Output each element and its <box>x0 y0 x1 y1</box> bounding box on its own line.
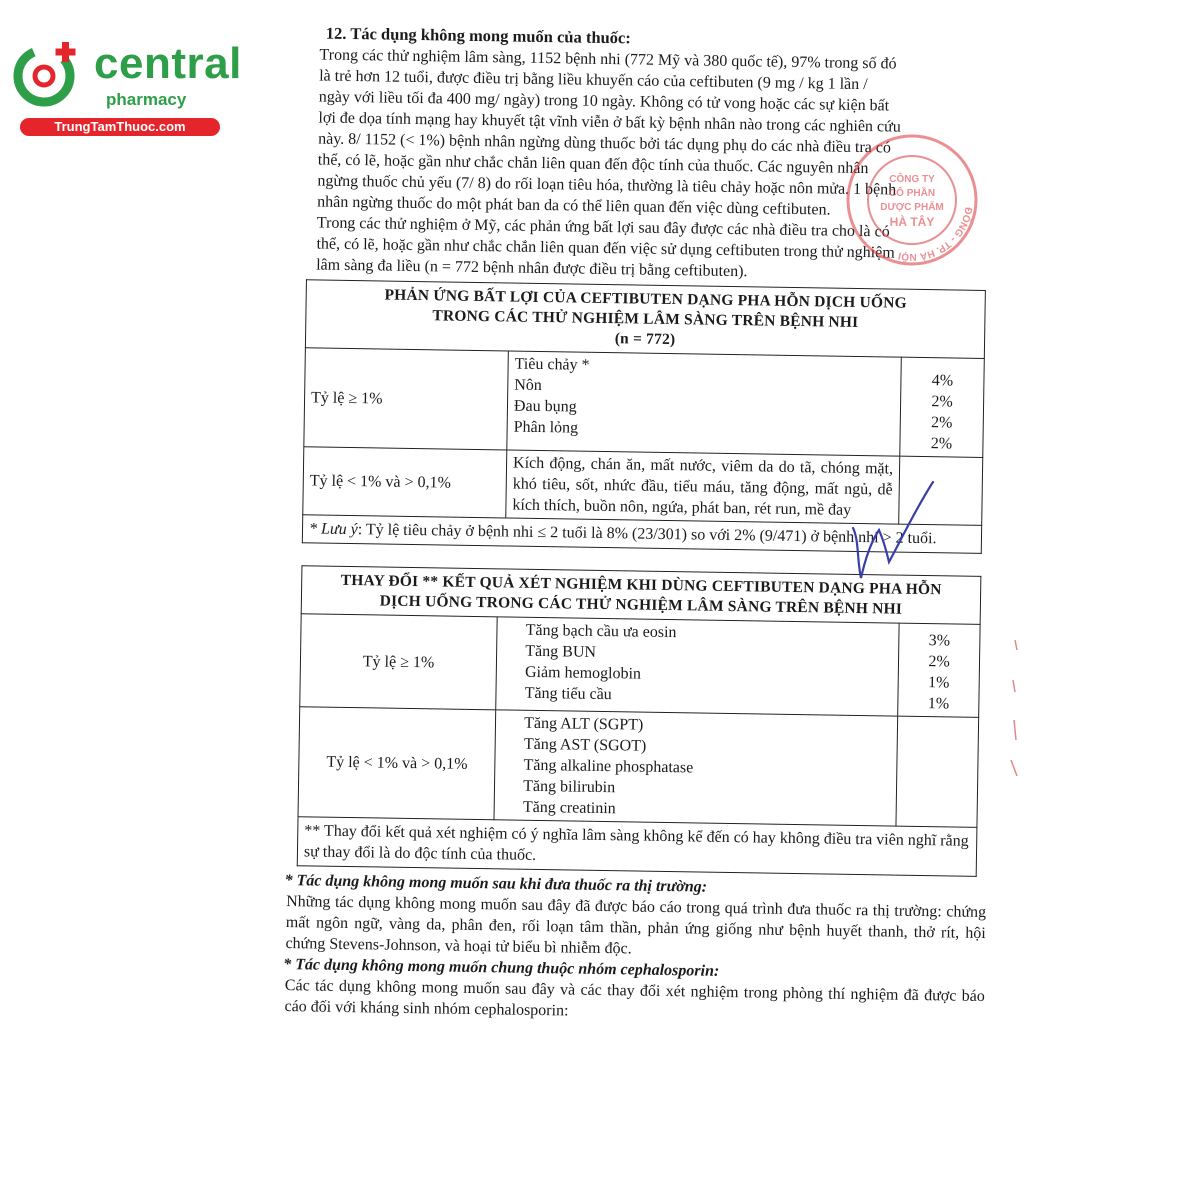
item: Giảm hemoglobin <box>524 663 642 683</box>
table-row <box>298 707 979 828</box>
table-row <box>304 348 984 458</box>
rate-cell: Tỷ lệ < 1% và > 0,1% <box>298 707 496 820</box>
intro-line: lợi đe dọa tính mạng hay khuyết tật vĩnh viễn ở bất kỳ bệnh nhân nào trong các nghiên cứu <box>318 109 901 136</box>
table-row <box>300 614 980 718</box>
rate-cell: Tỷ lệ ≥ 1% <box>300 614 498 710</box>
post-market-paragraph: Những tác dụng không mong muốn sau đây đã được báo cáo trong quá trình đưa thuốc ra thị trường: chứng mất ngôn ngữ, vàng da, phân đen, rối loạn tâm thần, phản ứng giống như bệnh huyết thanh, thở rít, hội chứng Stevens-Johnson, và hoại tử biểu bì nhiễm độc. <box>285 893 987 958</box>
item: Tăng bạch cầu ưa eosin <box>525 621 677 642</box>
table-heading-line: (n = 772) <box>614 330 676 349</box>
intro-line: ngày với liều tối đa 400 mg/ ngày) trong 10 ngày. Không có tử vong hoặc các sự kiện bất <box>318 88 890 115</box>
item: Tăng tiểu cầu <box>524 684 612 704</box>
intro-line: thể, có lẽ, hoặc gần như chắc chắn liên quan đến việc sử dụng ceftibuten trong thử nghiệm <box>316 235 895 262</box>
values-cell <box>900 357 985 457</box>
item: Phân lỏng <box>513 418 579 437</box>
intro-line: Trong các thử nghiệm lâm sàng, 1152 bệnh nhi (772 Mỹ và 380 quốc tế), 97% trong số đó <box>319 46 897 73</box>
value: 4% <box>931 372 954 390</box>
value: 2% <box>928 653 950 671</box>
scan-marks-icon <box>1005 640 1025 780</box>
central-pharmacy-logo <box>10 36 242 136</box>
class-effects-heading: * Tác dụng không mong muốn chung thuộc nhóm cephalosporin: <box>283 956 720 980</box>
brand-website: TrungTamThuoc.com <box>20 118 220 136</box>
brand-name: central <box>94 39 242 88</box>
intro-line: nhân ngừng thuốc do một phát ban da có thể liên quan đến việc dùng ceftibuten. <box>317 193 831 219</box>
post-market-heading: * Tác dụng không mong muốn sau khi đưa thuốc ra thị trường: <box>284 872 708 896</box>
note-label: * Lưu ý <box>308 520 358 539</box>
note-text: : Tỷ lệ tiêu chảy ở bệnh nhi ≤ 2 tuổi là 8% (23/301) so với 2% (9/471) ở bệnh nhi > 2 tuổi. <box>357 521 937 548</box>
stamp-ring-text: ĐÔNG - TP. HÀ NỘI <box>897 206 974 263</box>
intro-line: này. 8/ 1152 (< 1%) bệnh nhân ngừng dùng thuốc bởi tác dụng phụ do các nhà điều tra có <box>318 130 892 157</box>
pharmacy-logo-icon <box>10 36 84 110</box>
intro-line: Trong các thử nghiệm ở Mỹ, các phản ứng bất lợi sau đây được các nhà điều tra cho là có <box>316 214 890 241</box>
table-heading-line: TRONG CÁC THỬ NGHIỆM LÂM SÀNG TRÊN BỆNH NHI <box>432 307 859 331</box>
item: Tăng bilirubin <box>523 777 616 797</box>
brand-subtitle: pharmacy <box>106 90 187 109</box>
intro-line: lâm sàng đa liều (n = 772 bệnh nhân được điều trị bằng ceftibuten). <box>316 256 748 281</box>
table-heading <box>305 280 985 359</box>
item: Tăng AST (SGOT) <box>523 735 647 755</box>
stamp-line: CỔ PHẦN <box>888 188 936 199</box>
table-heading-line: THAY ĐỔI ** KẾT QUẢ XÉT NGHIỆM KHI DÙNG CEFTIBUTEN DẠNG PHA HỖN <box>340 571 942 599</box>
section-title: 12. Tác dụng không mong muốn của thuốc: <box>325 23 631 48</box>
items-cell: Kích động, chán ăn, mất nước, viêm da do tã, chóng mặt, khó tiêu, sốt, nhức đầu, tiểu máu, tăng động, mất ngủ, dễ kích thích, buồn nôn, ngứa, phát ban, rét run, mề đay <box>506 450 900 524</box>
values-cell <box>898 623 980 717</box>
items-cell <box>507 351 902 456</box>
value: 3% <box>928 632 951 650</box>
class-effects-paragraph: Các tác dụng không mong muốn sau đây và các thay đổi xét nghiệm trong phòng thí nghiệm đã được báo cáo đối với kháng sinh nhóm cephalosporin: <box>284 977 985 1020</box>
value: 1% <box>927 695 950 713</box>
item: Nôn <box>514 376 543 395</box>
stamp-line: HÀ TÂY <box>889 215 935 229</box>
stamp-line: DƯỢC PHẨM <box>880 202 944 213</box>
rate-cell: Tỷ lệ < 1% và > 0,1% <box>303 447 507 518</box>
item: Tiêu chảy * <box>514 355 590 374</box>
table-note-row <box>297 817 977 877</box>
intro-line: ngừng thuốc chủ yếu (7/ 8) do rối loạn tiêu hóa, thường là tiêu chảy hoặc nôn mửa. 1 bệnh <box>317 172 897 199</box>
company-stamp-icon <box>842 130 982 270</box>
value: 2% <box>930 414 953 432</box>
table-note: ** Thay đổi kết quả xét nghiệm có ý nghĩa lâm sàng không kể đến có hay không điều tra viên nghĩ rằng sự thay đổi là do độc tính của thuốc. <box>297 817 977 877</box>
signature-icon <box>845 470 945 590</box>
table-heading-line: PHẢN ỨNG BẤT LỢI CỦA CEFTIBUTEN DẠNG PHA HỖN DỊCH UỐNG <box>384 286 907 312</box>
item: Tăng creatinin <box>522 798 616 818</box>
items-cell <box>494 710 898 826</box>
item: Tăng alkaline phosphatase <box>523 756 694 777</box>
lab-changes-table <box>297 565 982 877</box>
intro-line: thể, có lẽ, hoặc gần như chắc chắn liên quan đến độc tính của thuốc. Các nguyên nhân <box>317 151 869 178</box>
item: Tăng ALT (SGPT) <box>524 714 644 734</box>
rate-cell: Tỷ lệ ≥ 1% <box>304 348 509 450</box>
value: 2% <box>930 435 953 453</box>
items-cell <box>496 617 899 716</box>
item: Đau bụng <box>513 397 577 416</box>
intro-line: là trẻ hơn 12 tuổi, được điều trị bằng liều khuyến cáo của ceftibuten (9 mg / kg 1 lần / <box>319 67 868 94</box>
values-cell <box>896 716 979 827</box>
item: Tăng BUN <box>525 642 597 661</box>
stamp-line: CÔNG TY <box>889 174 935 185</box>
table-heading-line: DỊCH UỐNG TRONG CÁC THỬ NGHIỆM LÂM SÀNG TRÊN BỆNH NHI <box>379 592 903 618</box>
value: 2% <box>931 393 953 411</box>
value: 1% <box>927 674 950 692</box>
